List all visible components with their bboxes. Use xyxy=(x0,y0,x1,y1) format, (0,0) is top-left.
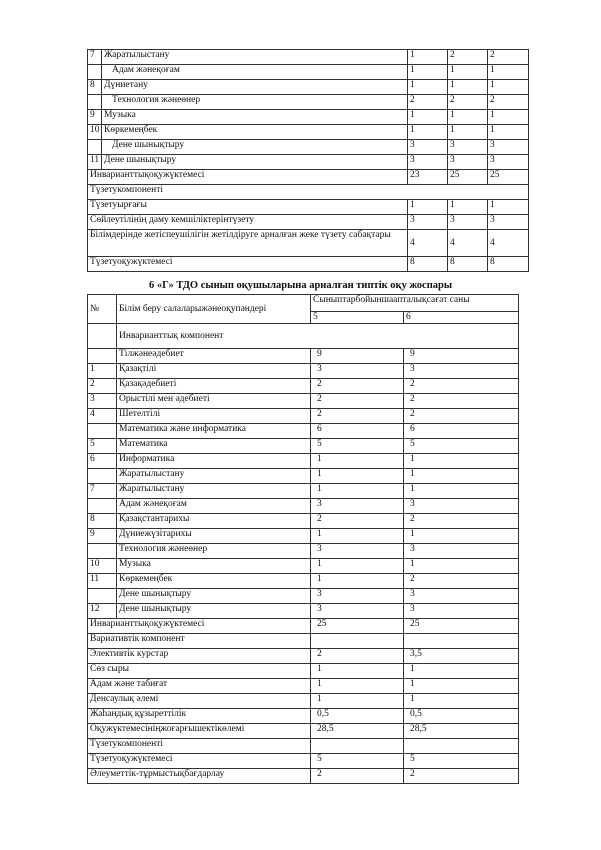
subject-name: Шетелтілі xyxy=(117,409,311,424)
hours-cell: 9 xyxy=(404,349,519,364)
hours-cell: 2 xyxy=(488,95,529,110)
table-row xyxy=(88,634,519,649)
hours-cell: 3 xyxy=(408,140,448,155)
table-row xyxy=(88,394,519,409)
invariant-component-title: Инварианттық компонент xyxy=(117,324,519,349)
hours-cell: 3 xyxy=(404,499,519,514)
row-number xyxy=(88,95,102,110)
hours-cell: 3 xyxy=(408,155,448,170)
hours-cell: 3 xyxy=(404,544,519,559)
table-row xyxy=(88,409,519,424)
subject-name: Технология жәнеөнер xyxy=(102,95,408,110)
hours-cell: 1 xyxy=(488,65,529,80)
row-number: 12 xyxy=(88,604,117,619)
hours-cell: 5 xyxy=(404,754,519,769)
table-row xyxy=(88,514,519,529)
hours-cell: 9 xyxy=(311,349,404,364)
hours-cell: 8 xyxy=(408,257,448,272)
table-row xyxy=(88,125,529,140)
row-number: 4 xyxy=(88,409,117,424)
table-row xyxy=(88,754,519,769)
hours-cell: 1 xyxy=(408,200,448,215)
table-row xyxy=(88,694,519,709)
table-row xyxy=(88,574,519,589)
table-row xyxy=(88,95,529,110)
table-row xyxy=(88,769,519,784)
table-row xyxy=(88,257,529,272)
row-number: 10 xyxy=(88,125,102,140)
invariant-blank-cell xyxy=(88,324,117,349)
hours-cell: 1 xyxy=(488,80,529,95)
hours-cell: 2 xyxy=(311,649,404,664)
table-row xyxy=(88,200,529,215)
subject-name: Дене шынықтыру xyxy=(102,155,408,170)
subject-name: Математика xyxy=(117,439,311,454)
row-label: Әлеуметтік-тұрмыстықбағдарлау xyxy=(88,769,311,784)
table-row xyxy=(88,484,519,499)
table-row xyxy=(88,379,519,394)
hours-cell: 2 xyxy=(404,394,519,409)
hours-cell: 5 xyxy=(404,439,519,454)
hours-cell: 25 xyxy=(311,619,404,634)
table-row xyxy=(88,50,529,65)
row-number xyxy=(88,140,102,155)
hours-cell: 2 xyxy=(448,50,488,65)
row-label: Денсаулық әлемі xyxy=(88,694,311,709)
hours-cell: 1 xyxy=(404,454,519,469)
hours-cell: 1 xyxy=(448,65,488,80)
row-number xyxy=(88,424,117,439)
row-label: Инварианттықоқужүктемесі xyxy=(88,619,311,634)
row-label: Инварианттықоқужүктемесі xyxy=(88,170,408,185)
row-number xyxy=(88,65,102,80)
hours-cell: 1 xyxy=(448,125,488,140)
subject-name: Орыстілі мен әдебиеті xyxy=(117,394,311,409)
table-row xyxy=(88,215,529,230)
hours-cell: 1 xyxy=(404,664,519,679)
table-row xyxy=(88,230,529,257)
row-label: Сөйлеутілінің даму кемшіліктерінтүзету xyxy=(88,215,408,230)
hours-cell: 3 xyxy=(404,364,519,379)
table-row xyxy=(88,65,529,80)
hours-cell: 1 xyxy=(311,484,404,499)
row-number: 8 xyxy=(88,514,117,529)
hours-cell: 4 xyxy=(408,230,448,257)
row-label: Жаһандық құзыреттілік xyxy=(88,709,311,724)
subject-name: Музыка xyxy=(117,559,311,574)
row-label: Сөз сыры xyxy=(88,664,311,679)
hours-cell: 5 xyxy=(311,439,404,454)
hours-cell: 3 xyxy=(448,215,488,230)
plan-title: 6 «Г» ТДО сынып оқушыларына арналған типтік оқу жоспары xyxy=(148,280,453,291)
subject-name: Жаратылыстану xyxy=(117,484,311,499)
hours-cell: 1 xyxy=(488,200,529,215)
subject-name: Музыка xyxy=(102,110,408,125)
hours-cell: 0,5 xyxy=(311,709,404,724)
hours-cell: 1 xyxy=(448,80,488,95)
hours-cell: 1 xyxy=(311,469,404,484)
row-number: 11 xyxy=(88,574,117,589)
hours-cell: 1 xyxy=(311,679,404,694)
subject-name: Адам жәнеқоғам xyxy=(102,65,408,80)
row-number: 5 xyxy=(88,439,117,454)
hours-cell: 3 xyxy=(488,140,529,155)
subject-name: Көркемеңбек xyxy=(102,125,408,140)
hours-cell: 1 xyxy=(311,529,404,544)
hours-cell: 3 xyxy=(404,589,519,604)
table-row xyxy=(88,140,529,155)
hours-cell: 2 xyxy=(311,409,404,424)
table-row xyxy=(88,649,519,664)
row-number: 7 xyxy=(88,50,102,65)
hours-cell: 1 xyxy=(488,110,529,125)
hours-cell: 3 xyxy=(488,215,529,230)
subject-name: Тілжәнеәдебиет xyxy=(117,349,311,364)
row-label: Білімдерінде жетіспеушілігін жетілдіруге арналған жеке түзету сабақтары xyxy=(88,230,408,257)
hours-cell xyxy=(311,634,404,649)
hours-cell: 3 xyxy=(404,604,519,619)
hours-cell: 1 xyxy=(404,469,519,484)
table-row xyxy=(88,454,519,469)
subject-name: Адам жәнеқоғам xyxy=(117,499,311,514)
header-grade-6: 6 xyxy=(404,312,519,324)
subject-name: Дене шынықтыру xyxy=(117,604,311,619)
hours-cell: 2 xyxy=(404,514,519,529)
subject-name: Жаратылыстану xyxy=(102,50,408,65)
hours-cell: 3 xyxy=(311,364,404,379)
hours-cell: 2 xyxy=(311,379,404,394)
table-row xyxy=(88,664,519,679)
hours-cell: 5 xyxy=(311,754,404,769)
row-number xyxy=(88,589,117,604)
row-number: 9 xyxy=(88,529,117,544)
table-row xyxy=(88,529,519,544)
hours-cell: 1 xyxy=(404,679,519,694)
hours-cell: 2 xyxy=(404,379,519,394)
row-number: 2 xyxy=(88,379,117,394)
hours-cell: 3 xyxy=(311,604,404,619)
row-number: 8 xyxy=(88,80,102,95)
hours-cell: 2 xyxy=(488,50,529,65)
curriculum-table-continued xyxy=(87,49,529,272)
curriculum-table-6g xyxy=(87,294,519,784)
hours-cell: 3 xyxy=(448,155,488,170)
hours-cell: 2 xyxy=(408,95,448,110)
hours-cell: 4 xyxy=(448,230,488,257)
subject-name: Дүниежүзітарихы xyxy=(117,529,311,544)
subject-name: Қазақтілі xyxy=(117,364,311,379)
row-label: Түзетукомпоненті xyxy=(88,739,311,754)
hours-cell: 25 xyxy=(404,619,519,634)
hours-cell: 3 xyxy=(311,499,404,514)
hours-cell: 1 xyxy=(311,694,404,709)
hours-cell: 25 xyxy=(488,170,529,185)
hours-cell: 2 xyxy=(404,409,519,424)
table-row xyxy=(88,364,519,379)
table-row xyxy=(88,604,519,619)
row-label: Түзетуоқужүктемесі xyxy=(88,754,311,769)
hours-cell: 2 xyxy=(311,769,404,784)
row-label: Түзетуоқужүктемесі xyxy=(88,257,408,272)
hours-cell: 3 xyxy=(408,215,448,230)
hours-cell: 3 xyxy=(311,589,404,604)
hours-cell: 1 xyxy=(448,110,488,125)
subject-name: Дене шынықтыру xyxy=(102,140,408,155)
row-label: Адам және табиғат xyxy=(88,679,311,694)
table-row xyxy=(88,185,529,200)
row-number xyxy=(88,499,117,514)
hours-cell xyxy=(404,634,519,649)
subject-name: Технология жәнеөнер xyxy=(117,544,311,559)
table-row xyxy=(88,469,519,484)
section-label: Түзетукомпоненті xyxy=(88,185,529,200)
row-number xyxy=(88,469,117,484)
hours-cell: 1 xyxy=(408,80,448,95)
row-number: 6 xyxy=(88,454,117,469)
subject-name: Жаратылыстану xyxy=(117,469,311,484)
hours-cell: 1 xyxy=(311,664,404,679)
row-number xyxy=(88,544,117,559)
hours-cell: 4 xyxy=(488,230,529,257)
hours-cell: 1 xyxy=(404,529,519,544)
hours-cell: 6 xyxy=(404,424,519,439)
subject-name: Қазақәдебиеті xyxy=(117,379,311,394)
row-label: Элективтік курстар xyxy=(88,649,311,664)
table-row xyxy=(88,349,519,364)
subject-name: Информатика xyxy=(117,454,311,469)
row-label: Вариативтік компонент xyxy=(88,634,311,649)
hours-cell: 2 xyxy=(311,514,404,529)
row-label: Оқужүктемесініңжоғарғышектікөлемі xyxy=(88,724,311,739)
table-row xyxy=(88,724,519,739)
hours-cell: 1 xyxy=(408,125,448,140)
subject-name: Дүниетану xyxy=(102,80,408,95)
hours-cell: 1 xyxy=(311,574,404,589)
table-row xyxy=(88,589,519,604)
subject-name: Қазақстантарихы xyxy=(117,514,311,529)
hours-cell: 2 xyxy=(404,574,519,589)
hours-cell: 1 xyxy=(488,125,529,140)
hours-cell: 2 xyxy=(404,769,519,784)
row-number: 1 xyxy=(88,364,117,379)
hours-cell: 1 xyxy=(448,200,488,215)
hours-cell: 1 xyxy=(404,559,519,574)
hours-cell: 0,5 xyxy=(404,709,519,724)
table-row xyxy=(88,439,519,454)
hours-cell: 1 xyxy=(311,454,404,469)
hours-cell: 8 xyxy=(488,257,529,272)
hours-cell: 23 xyxy=(408,170,448,185)
hours-cell: 1 xyxy=(408,65,448,80)
hours-cell: 3 xyxy=(488,155,529,170)
hours-cell: 1 xyxy=(408,110,448,125)
table-row xyxy=(88,679,519,694)
row-number: 3 xyxy=(88,394,117,409)
hours-cell: 28,5 xyxy=(311,724,404,739)
hours-cell: 1 xyxy=(311,559,404,574)
table-row xyxy=(88,739,519,754)
hours-cell: 25 xyxy=(448,170,488,185)
row-number xyxy=(88,349,117,364)
hours-cell: 3 xyxy=(311,544,404,559)
hours-cell xyxy=(311,739,404,754)
table-row xyxy=(88,619,519,634)
hours-cell: 6 xyxy=(311,424,404,439)
row-label: Түзетуырғағы xyxy=(88,200,408,215)
hours-cell: 3 xyxy=(448,140,488,155)
table-row xyxy=(88,709,519,724)
row-number: 9 xyxy=(88,110,102,125)
subject-name: Көркемеңбек xyxy=(117,574,311,589)
hours-cell: 1 xyxy=(404,694,519,709)
table-row xyxy=(88,80,529,95)
subject-name: Дене шынықтыру xyxy=(117,589,311,604)
table-row xyxy=(88,424,519,439)
hours-cell: 8 xyxy=(448,257,488,272)
table-row xyxy=(88,544,519,559)
hours-cell: 3,5 xyxy=(404,649,519,664)
hours-cell: 28,5 xyxy=(404,724,519,739)
row-number: 10 xyxy=(88,559,117,574)
table-row xyxy=(88,155,529,170)
header-number: № xyxy=(88,295,117,324)
header-weekly-hours: Сыныптарбойыншаапталықсағат саны xyxy=(311,295,519,312)
header-grade-5: 5 xyxy=(311,312,404,324)
hours-cell xyxy=(404,739,519,754)
hours-cell: 1 xyxy=(408,50,448,65)
header-subject-area: Білім беру салаларыжәнеоқупәндері xyxy=(117,295,311,324)
row-number: 11 xyxy=(88,155,102,170)
table-row xyxy=(88,499,519,514)
hours-cell: 2 xyxy=(448,95,488,110)
table-row xyxy=(88,559,519,574)
table-row xyxy=(88,110,529,125)
row-number: 7 xyxy=(88,484,117,499)
hours-cell: 1 xyxy=(404,484,519,499)
subject-name: Математика және информатика xyxy=(117,424,311,439)
hours-cell: 2 xyxy=(311,394,404,409)
table-row xyxy=(88,170,529,185)
